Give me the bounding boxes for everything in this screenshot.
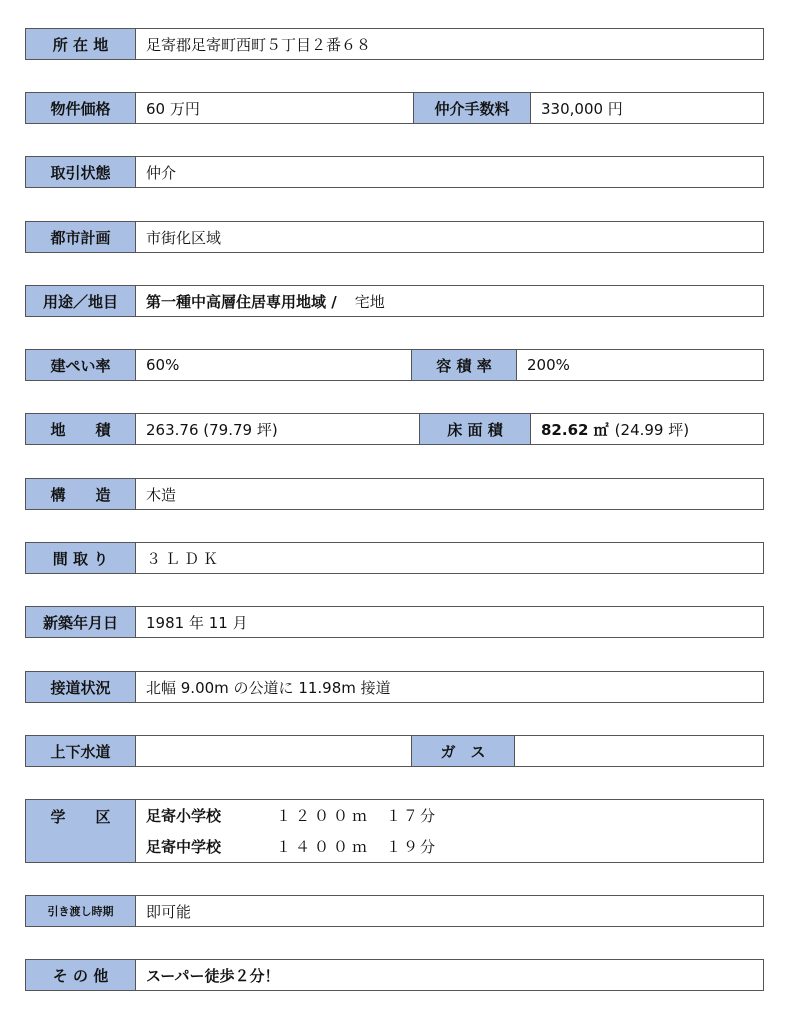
value-floor-area-tsubo: (24.99 坪) [614,420,690,439]
value-other: スーパー徒歩２分！ [146,966,280,985]
value-water [136,736,411,766]
value-land-area: 263.76 (79.79 坪) [146,420,278,439]
school-time: １９分 [386,838,438,856]
label-school: 学 区 [26,800,136,862]
value-floor-ratio: 200% [527,356,570,374]
value-location: 足寄郡足寄町西町５丁目２番６８ [146,35,372,54]
label-water: 上下水道 [26,736,136,766]
value-floor-area [531,414,763,444]
school-name: 足寄中学校 [146,838,222,856]
label-layout: 間 取 り [26,543,136,573]
label-coverage: 建ぺい率 [26,350,136,380]
school-time: １７分 [386,807,438,825]
row-price [25,92,764,124]
school-item [146,836,437,857]
value-commission: 330,000 円 [541,99,623,118]
value-road: 北幅 9.00m の公道に 11.98m 接道 [146,678,391,697]
row-school [25,799,764,863]
label-other: そ の 他 [26,960,136,990]
value-school-list [136,800,763,862]
value-transaction: 仲介 [146,163,177,182]
label-land-area: 地 積 [26,414,136,444]
row-coverage [25,349,764,381]
school-distance: １２００ｍ [276,807,372,825]
row-city-planning [25,221,764,253]
label-location: 所 在 地 [26,29,136,59]
value-handover: 即可能 [146,902,192,921]
row-area [25,413,764,445]
label-handover: 引き渡し時期 [26,896,136,926]
label-built: 新築年月日 [26,607,136,637]
row-handover [25,895,764,927]
label-gas: ガ ス [411,736,515,766]
school-name: 足寄小学校 [146,807,222,825]
label-floor-area: 床 面 積 [419,414,531,444]
school-item [146,805,437,826]
row-structure [25,478,764,510]
value-city-planning: 市街化区域 [146,228,222,247]
row-use [25,285,764,317]
label-structure: 構 造 [26,479,136,509]
school-distance: １４００ｍ [276,838,372,856]
row-road [25,671,764,703]
value-price: 60 万円 [146,99,200,118]
value-structure: 木造 [146,485,177,504]
row-location [25,28,764,60]
value-use [136,286,763,316]
row-built [25,606,764,638]
row-other [25,959,764,991]
value-gas [515,736,763,766]
value-floor-area-sqm: 82.62 ㎡ [541,420,609,439]
value-use-land: 宅地 [354,292,385,311]
label-city-planning: 都市計画 [26,222,136,252]
row-utilities [25,735,764,767]
label-floor-ratio: 容 積 率 [411,350,517,380]
label-use: 用途／地目 [26,286,136,316]
value-layout: ３ＬＤＫ [146,549,223,568]
label-commission: 仲介手数料 [413,93,531,123]
value-coverage: 60% [146,356,180,374]
label-road: 接道状況 [26,672,136,702]
row-layout [25,542,764,574]
value-use-zone: 第一種中高層住居専用地域 / [146,292,337,311]
value-built: 1981 年 11 月 [146,613,248,632]
row-transaction [25,156,764,188]
label-transaction: 取引状態 [26,157,136,187]
label-price: 物件価格 [26,93,136,123]
